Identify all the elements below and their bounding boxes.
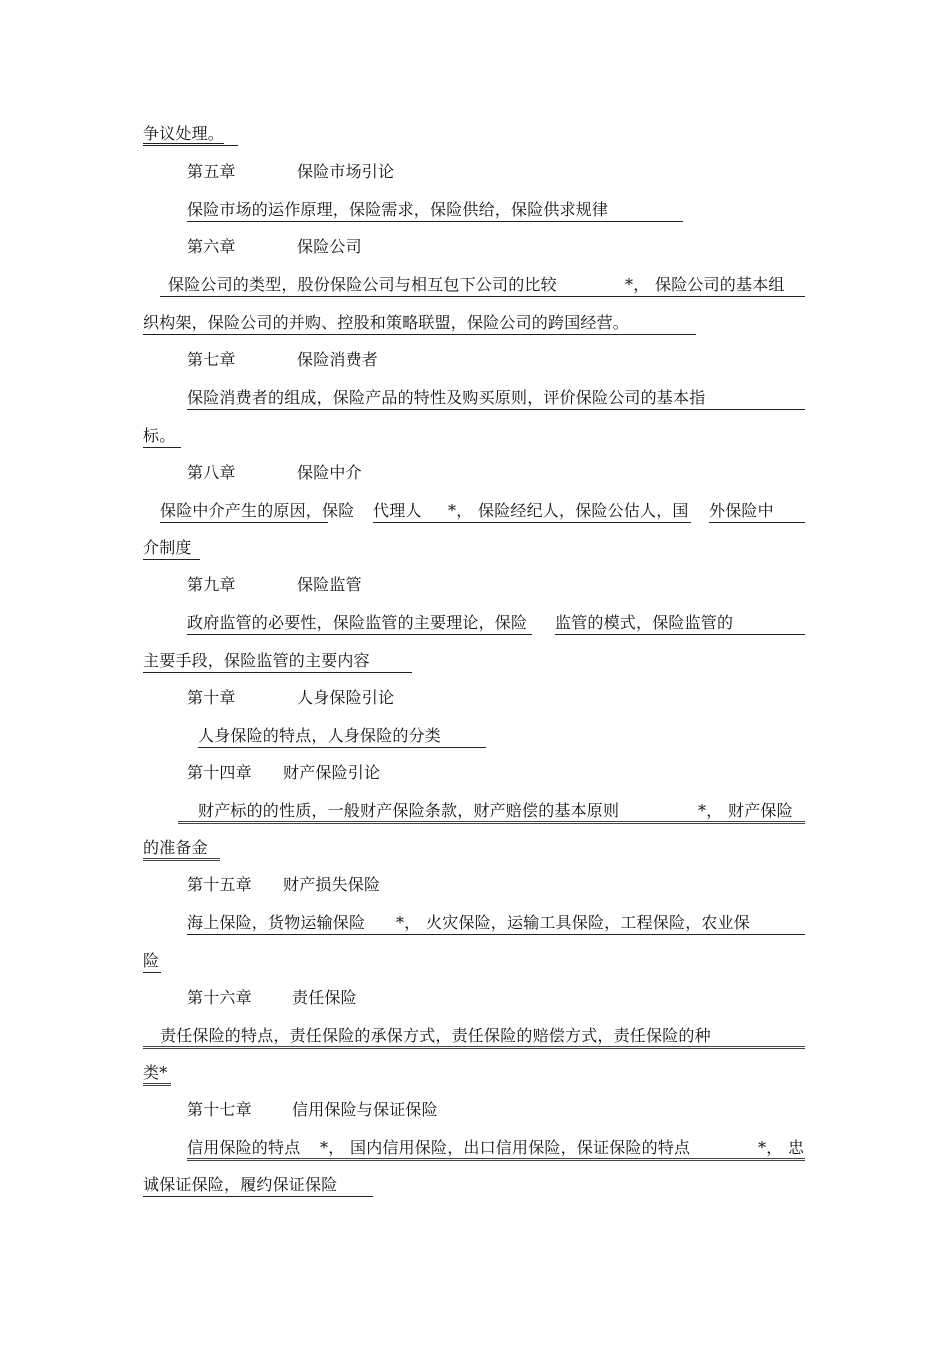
- line-text: 外保险中: [709, 501, 774, 520]
- chapter-title: 保险消费者: [297, 350, 379, 369]
- chapter-heading: [187, 461, 587, 485]
- chapter-heading: [187, 235, 587, 259]
- text-line: [698, 799, 722, 823]
- line-text: 主要手段，保险监管的主要内容: [143, 651, 370, 670]
- chapter-number: 第七章: [187, 350, 236, 369]
- underline: [187, 634, 532, 635]
- underline: [143, 559, 200, 560]
- underline: [555, 634, 805, 635]
- chapter-number: 第十五章: [187, 875, 252, 894]
- footnote-marker: *，: [698, 801, 723, 820]
- text-line: [143, 949, 159, 973]
- line-text: 险: [143, 951, 160, 970]
- text-line: [187, 386, 705, 410]
- line-text: 人身保险的特点，人身保险的分类: [198, 726, 442, 745]
- text-line: [143, 836, 208, 860]
- text-line: [448, 499, 472, 523]
- chapter-number: 第十章: [187, 688, 236, 707]
- text-line: [478, 499, 689, 523]
- chapter-number: 第八章: [187, 463, 236, 482]
- underline: [160, 296, 805, 297]
- line-text: 介制度: [143, 538, 192, 557]
- line-text: 国内信用保险，出口信用保险，保证保险的特点: [350, 1138, 691, 1157]
- chapter-title: 财产损失保险: [283, 875, 381, 894]
- chapter-heading: [187, 873, 587, 897]
- underline: [143, 334, 696, 335]
- chapter-title: 信用保险与保证保险: [292, 1100, 438, 1119]
- underline: [143, 858, 220, 861]
- text-line: [187, 611, 527, 635]
- line-text: 海上保险，货物运输保险: [187, 913, 366, 932]
- line-text: 织构架，保险公司的并购、控股和策略联盟，保险公司的跨国经营。: [143, 313, 630, 332]
- line-text: 政府监管的必要性，保险监管的主要理论，保险: [187, 613, 528, 632]
- text-line: [160, 1024, 711, 1048]
- text-line: [655, 273, 785, 297]
- chapter-heading: [187, 761, 587, 785]
- chapter-title: 保险公司: [297, 237, 362, 256]
- underline: [143, 672, 412, 673]
- chapter-number: 第九章: [187, 575, 236, 594]
- line-text: 的准备金: [143, 838, 208, 857]
- line-text: 争议处理。: [143, 124, 225, 143]
- underline: [143, 1083, 171, 1086]
- underline: [143, 1046, 805, 1049]
- footnote-marker: *，: [758, 1138, 783, 1157]
- line-text: 责任保险的特点，责任保险的承保方式，责任保险的赔偿方式，责任保险的种: [160, 1026, 711, 1045]
- underline: [178, 821, 805, 824]
- chapter-heading: [187, 160, 587, 184]
- text-line: [426, 911, 750, 935]
- chapter-heading: [187, 986, 587, 1010]
- chapter-title: 人身保险引论: [297, 688, 395, 707]
- text-line: [143, 311, 629, 335]
- text-line: [320, 1136, 344, 1160]
- text-line: [758, 1136, 782, 1160]
- text-line: [143, 649, 370, 673]
- text-line: [788, 1136, 804, 1160]
- underline: [143, 447, 181, 448]
- line-text: 财产保险: [728, 801, 793, 820]
- text-line: [143, 536, 192, 560]
- underline: [143, 145, 238, 146]
- underline: [143, 972, 161, 973]
- underline: [187, 409, 805, 410]
- chapter-title: 保险中介: [297, 463, 362, 482]
- line-text: 保险公司的基本组: [655, 275, 785, 294]
- underline: [373, 522, 691, 523]
- chapter-title: 责任保险: [292, 988, 357, 1007]
- chapter-heading: [187, 686, 587, 710]
- text-line: [143, 1173, 337, 1197]
- line-text: 火灾保险，运输工具保险，工程保险，农业保: [426, 913, 751, 932]
- chapter-number: 第十六章: [187, 988, 252, 1007]
- text-line: [187, 198, 608, 222]
- text-line: [143, 1061, 167, 1085]
- footnote-marker: *，: [448, 501, 473, 520]
- chapter-number: 第六章: [187, 237, 236, 256]
- text-line: [198, 724, 441, 748]
- underline: [143, 1196, 373, 1197]
- line-text: 保险经纪人，保险公估人，国: [478, 501, 689, 520]
- text-line: [168, 273, 557, 297]
- chapter-heading: [187, 1098, 587, 1122]
- line-text: 保险市场的运作原理，保险需求，保险供给，保险供求规律: [187, 200, 609, 219]
- text-line: [396, 911, 420, 935]
- chapter-heading: [187, 573, 587, 597]
- text-line: [143, 122, 224, 146]
- underline: [198, 747, 486, 748]
- line-text: 代理人: [373, 501, 422, 520]
- underline: [187, 934, 805, 935]
- text-line: [198, 799, 619, 823]
- chapter-number: 第五章: [187, 162, 236, 181]
- text-line: [187, 911, 365, 935]
- line-text: 保险消费者的组成，保险产品的特性及购买原则，评价保险公司的基本指: [187, 388, 706, 407]
- text-line: [709, 499, 774, 523]
- text-line: [187, 1136, 300, 1160]
- text-line: [555, 611, 733, 635]
- chapter-number: 第十七章: [187, 1100, 252, 1119]
- text-line: [625, 273, 649, 297]
- line-text: 类*: [143, 1063, 168, 1082]
- underline: [187, 1158, 805, 1161]
- chapter-title: 保险监管: [297, 575, 362, 594]
- line-text: 诚保证保险，履约保证保险: [143, 1175, 338, 1194]
- line-text: 保险中介产生的原因，保险: [160, 501, 355, 520]
- chapter-title: 保险市场引论: [297, 162, 395, 181]
- chapter-title: 财产保险引论: [283, 763, 381, 782]
- footnote-marker: *，: [625, 275, 650, 294]
- underline: [160, 522, 328, 523]
- line-text: 保险公司的类型，股份保险公司与相互包下公司的比较: [168, 275, 557, 294]
- footnote-marker: *，: [396, 913, 421, 932]
- text-line: [160, 499, 354, 523]
- line-text: 监管的模式，保险监管的: [555, 613, 734, 632]
- text-line: [373, 499, 422, 523]
- text-line: [350, 1136, 690, 1160]
- chapter-number: 第十四章: [187, 763, 252, 782]
- text-line: [728, 799, 793, 823]
- text-line: [143, 424, 175, 448]
- line-text: 标。: [143, 426, 176, 445]
- line-text: 忠: [788, 1138, 805, 1157]
- line-text: 财产标的的性质，一般财产保险条款，财产赔偿的基本原则: [198, 801, 620, 820]
- footnote-marker: *，: [320, 1138, 345, 1157]
- underline: [187, 221, 683, 222]
- line-text: 信用保险的特点: [187, 1138, 301, 1157]
- chapter-heading: [187, 348, 587, 372]
- underline: [709, 522, 805, 523]
